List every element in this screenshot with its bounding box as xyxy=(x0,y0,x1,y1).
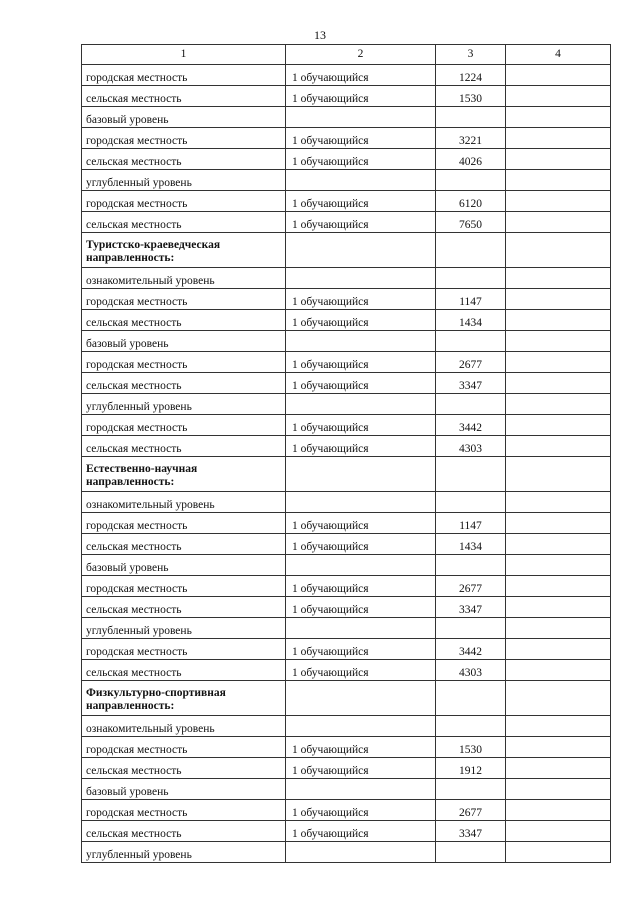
unit-cell: 1 обучающийся xyxy=(286,758,436,779)
header-cell-4: 4 xyxy=(506,45,611,65)
note-cell xyxy=(506,618,611,639)
value-cell: 1912 xyxy=(436,758,506,779)
table-row xyxy=(82,170,611,191)
table-body xyxy=(82,45,611,863)
value-cell xyxy=(436,492,506,513)
value-cell xyxy=(436,681,506,716)
note-cell xyxy=(506,457,611,492)
value-cell xyxy=(436,457,506,492)
note-cell xyxy=(506,289,611,310)
label-cell: городская местность xyxy=(82,128,286,149)
label-cell: городская местность xyxy=(82,191,286,212)
label-cell: сельская местность xyxy=(82,86,286,107)
note-cell xyxy=(506,373,611,394)
table-row xyxy=(82,212,611,233)
table-row xyxy=(82,310,611,331)
table-row xyxy=(82,107,611,128)
unit-cell: 1 обучающийся xyxy=(286,639,436,660)
unit-cell: 1 обучающийся xyxy=(286,212,436,233)
label-cell: сельская местность xyxy=(82,149,286,170)
table-row xyxy=(82,597,611,618)
unit-cell xyxy=(286,716,436,737)
value-cell: 1434 xyxy=(436,534,506,555)
note-cell xyxy=(506,737,611,758)
unit-cell xyxy=(286,555,436,576)
label-cell: сельская местность xyxy=(82,758,286,779)
note-cell xyxy=(506,415,611,436)
label-cell: базовый уровень xyxy=(82,555,286,576)
table-row xyxy=(82,492,611,513)
note-cell xyxy=(506,779,611,800)
unit-cell: 1 обучающийся xyxy=(286,191,436,212)
note-cell xyxy=(506,331,611,352)
note-cell xyxy=(506,597,611,618)
value-cell: 4026 xyxy=(436,149,506,170)
value-cell: 1224 xyxy=(436,65,506,86)
table-row xyxy=(82,373,611,394)
table-row xyxy=(82,639,611,660)
value-cell: 1434 xyxy=(436,310,506,331)
value-cell: 1530 xyxy=(436,86,506,107)
table-row xyxy=(82,737,611,758)
label-cell: базовый уровень xyxy=(82,331,286,352)
table-row xyxy=(82,618,611,639)
label-cell: сельская местность xyxy=(82,212,286,233)
value-cell: 2677 xyxy=(436,800,506,821)
value-cell: 7650 xyxy=(436,212,506,233)
unit-cell: 1 обучающийся xyxy=(286,128,436,149)
note-cell xyxy=(506,65,611,86)
table-row xyxy=(82,800,611,821)
value-cell: 4303 xyxy=(436,436,506,457)
label-cell: городская местность xyxy=(82,65,286,86)
value-cell: 2677 xyxy=(436,352,506,373)
note-cell xyxy=(506,681,611,716)
value-cell xyxy=(436,716,506,737)
header-cell-2: 2 xyxy=(286,45,436,65)
note-cell xyxy=(506,758,611,779)
table-row xyxy=(82,191,611,212)
label-cell: городская местность xyxy=(82,352,286,373)
table-row xyxy=(82,149,611,170)
header-row xyxy=(82,45,611,65)
unit-cell: 1 обучающийся xyxy=(286,86,436,107)
unit-cell: 1 обучающийся xyxy=(286,597,436,618)
note-cell xyxy=(506,555,611,576)
table-row xyxy=(82,128,611,149)
section-heading-row xyxy=(82,457,611,492)
unit-cell xyxy=(286,268,436,289)
unit-cell: 1 обучающийся xyxy=(286,310,436,331)
table-row xyxy=(82,758,611,779)
table-row xyxy=(82,331,611,352)
note-cell xyxy=(506,310,611,331)
label-cell: сельская местность xyxy=(82,436,286,457)
label-cell: сельская местность xyxy=(82,597,286,618)
table-row xyxy=(82,821,611,842)
value-cell xyxy=(436,555,506,576)
note-cell xyxy=(506,352,611,373)
label-cell: городская местность xyxy=(82,415,286,436)
note-cell xyxy=(506,821,611,842)
value-cell xyxy=(436,268,506,289)
label-cell: городская местность xyxy=(82,576,286,597)
unit-cell xyxy=(286,233,436,268)
note-cell xyxy=(506,394,611,415)
table-row xyxy=(82,65,611,86)
value-cell: 4303 xyxy=(436,660,506,681)
label-cell: городская местность xyxy=(82,800,286,821)
unit-cell xyxy=(286,681,436,716)
value-cell xyxy=(436,779,506,800)
unit-cell xyxy=(286,331,436,352)
note-cell xyxy=(506,842,611,863)
label-cell: Естественно-научная направленность: xyxy=(82,457,286,492)
value-cell: 3442 xyxy=(436,415,506,436)
label-cell: углубленный уровень xyxy=(82,842,286,863)
label-cell: сельская местность xyxy=(82,310,286,331)
table-row xyxy=(82,268,611,289)
note-cell xyxy=(506,716,611,737)
table-row xyxy=(82,555,611,576)
unit-cell: 1 обучающийся xyxy=(286,373,436,394)
note-cell xyxy=(506,233,611,268)
value-cell: 2677 xyxy=(436,576,506,597)
table-row xyxy=(82,436,611,457)
value-cell: 1147 xyxy=(436,289,506,310)
note-cell xyxy=(506,170,611,191)
table-row xyxy=(82,534,611,555)
value-cell: 3347 xyxy=(436,597,506,618)
unit-cell: 1 обучающийся xyxy=(286,737,436,758)
unit-cell: 1 обучающийся xyxy=(286,65,436,86)
label-cell: городская местность xyxy=(82,289,286,310)
note-cell xyxy=(506,149,611,170)
unit-cell xyxy=(286,170,436,191)
note-cell xyxy=(506,436,611,457)
unit-cell: 1 обучающийся xyxy=(286,436,436,457)
note-cell xyxy=(506,268,611,289)
table-row xyxy=(82,394,611,415)
value-cell: 1147 xyxy=(436,513,506,534)
table-row xyxy=(82,842,611,863)
value-cell xyxy=(436,842,506,863)
table-row xyxy=(82,415,611,436)
note-cell xyxy=(506,513,611,534)
table-row xyxy=(82,576,611,597)
label-cell: базовый уровень xyxy=(82,779,286,800)
header-cell-1: 1 xyxy=(82,45,286,65)
label-cell: углубленный уровень xyxy=(82,394,286,415)
table-row xyxy=(82,716,611,737)
value-cell xyxy=(436,233,506,268)
unit-cell xyxy=(286,457,436,492)
label-cell: углубленный уровень xyxy=(82,618,286,639)
value-cell: 6120 xyxy=(436,191,506,212)
section-heading-row xyxy=(82,233,611,268)
table-row xyxy=(82,352,611,373)
unit-cell: 1 обучающийся xyxy=(286,534,436,555)
unit-cell: 1 обучающийся xyxy=(286,149,436,170)
label-cell: сельская местность xyxy=(82,821,286,842)
note-cell xyxy=(506,492,611,513)
value-cell xyxy=(436,394,506,415)
value-cell xyxy=(436,107,506,128)
note-cell xyxy=(506,534,611,555)
label-cell: ознакомительный уровень xyxy=(82,492,286,513)
value-cell: 3347 xyxy=(436,821,506,842)
table-row xyxy=(82,86,611,107)
label-cell: ознакомительный уровень xyxy=(82,268,286,289)
note-cell xyxy=(506,639,611,660)
note-cell xyxy=(506,576,611,597)
note-cell xyxy=(506,128,611,149)
unit-cell: 1 обучающийся xyxy=(286,660,436,681)
unit-cell xyxy=(286,779,436,800)
label-cell: ознакомительный уровень xyxy=(82,716,286,737)
label-cell: сельская местность xyxy=(82,373,286,394)
note-cell xyxy=(506,660,611,681)
value-cell: 3347 xyxy=(436,373,506,394)
tariff-table xyxy=(81,44,611,863)
label-cell: сельская местность xyxy=(82,660,286,681)
unit-cell: 1 обучающийся xyxy=(286,289,436,310)
label-cell: базовый уровень xyxy=(82,107,286,128)
value-cell: 3221 xyxy=(436,128,506,149)
label-cell: углубленный уровень xyxy=(82,170,286,191)
note-cell xyxy=(506,800,611,821)
value-cell: 3442 xyxy=(436,639,506,660)
value-cell xyxy=(436,618,506,639)
section-heading-row xyxy=(82,681,611,716)
label-cell: городская местность xyxy=(82,639,286,660)
note-cell xyxy=(506,212,611,233)
unit-cell: 1 обучающийся xyxy=(286,576,436,597)
table-row xyxy=(82,289,611,310)
unit-cell xyxy=(286,492,436,513)
label-cell: сельская местность xyxy=(82,534,286,555)
unit-cell: 1 обучающийся xyxy=(286,821,436,842)
value-cell xyxy=(436,331,506,352)
value-cell: 1530 xyxy=(436,737,506,758)
header-cell-3: 3 xyxy=(436,45,506,65)
unit-cell xyxy=(286,394,436,415)
table-row xyxy=(82,660,611,681)
unit-cell: 1 обучающийся xyxy=(286,352,436,373)
value-cell xyxy=(436,170,506,191)
label-cell: городская местность xyxy=(82,737,286,758)
label-cell: Туристско-краеведческая направленность: xyxy=(82,233,286,268)
unit-cell xyxy=(286,618,436,639)
label-cell: городская местность xyxy=(82,513,286,534)
note-cell xyxy=(506,86,611,107)
table-row xyxy=(82,513,611,534)
unit-cell: 1 обучающийся xyxy=(286,415,436,436)
label-cell: Физкультурно-спортивная направленность: xyxy=(82,681,286,716)
unit-cell: 1 обучающийся xyxy=(286,513,436,534)
unit-cell xyxy=(286,107,436,128)
note-cell xyxy=(506,191,611,212)
page-number: 13 xyxy=(314,28,326,42)
unit-cell: 1 обучающийся xyxy=(286,800,436,821)
unit-cell xyxy=(286,842,436,863)
table-row xyxy=(82,779,611,800)
note-cell xyxy=(506,107,611,128)
